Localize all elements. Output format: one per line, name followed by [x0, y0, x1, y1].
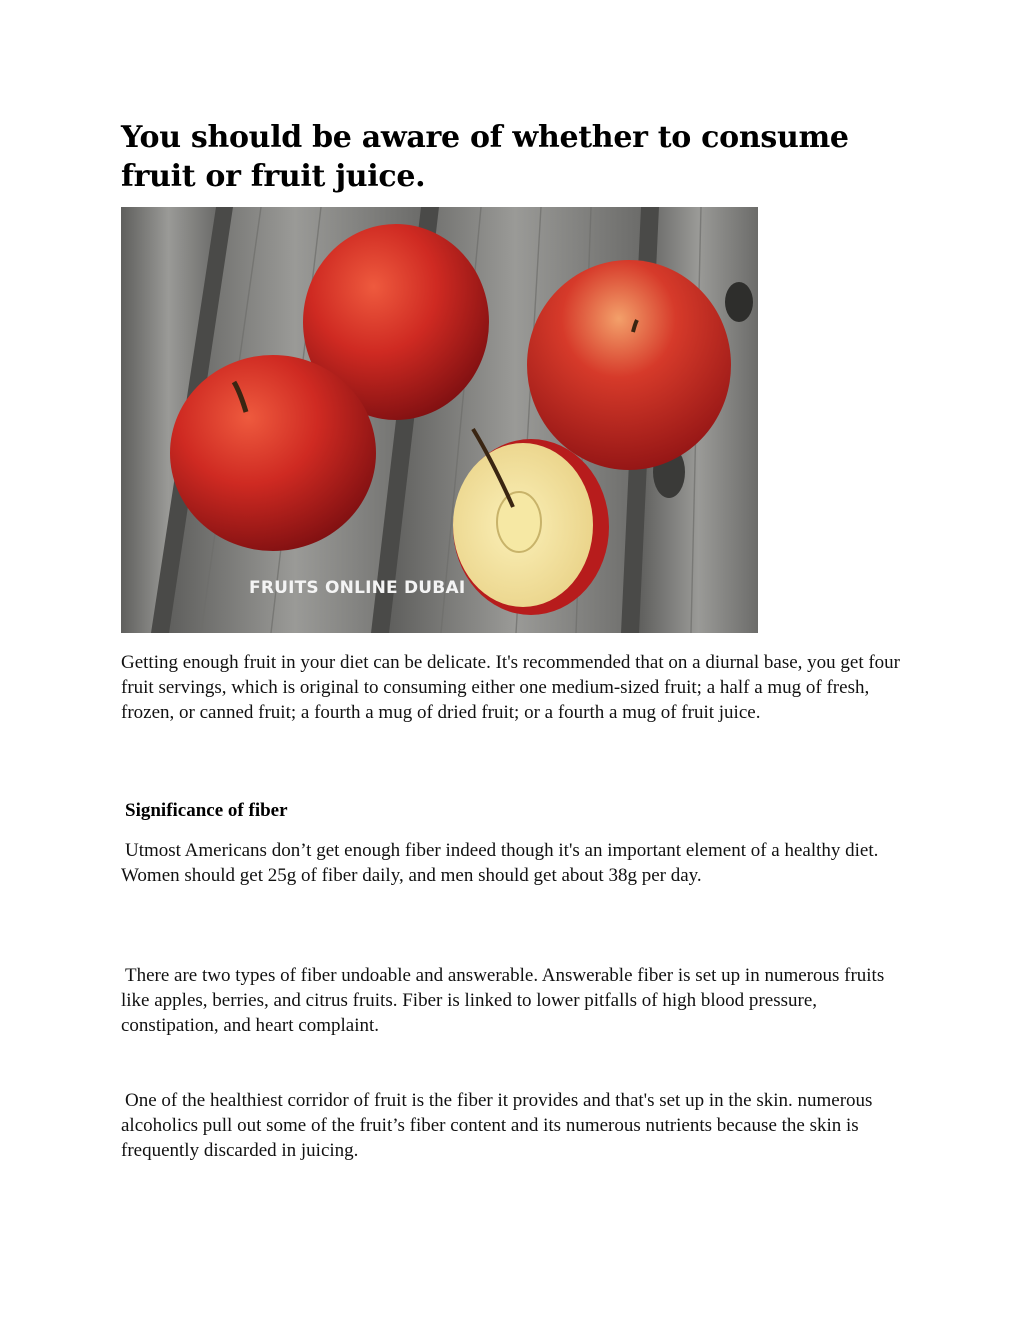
- paragraph-fruit-skin: One of the healthiest corridor of fruit is the fiber it provides and that's set up in the skin. numerous alcoholics pull out some of the fruit’s fiber content and its numerous nutrients because the skin is frequently discarded in juicing.: [121, 1090, 873, 1161]
- article-title: You should be aware of whether to consume fruit or fruit juice.: [121, 120, 849, 194]
- paragraph-fiber-types: There are two types of fiber undoable and answerable. Answerable fiber is set up in numerous fruits like apples, berries, and citrus fruits. Fiber is linked to lower pitfalls of high blood pressure, constipation, and heart complaint.: [121, 965, 885, 1036]
- apples-photo: [121, 207, 758, 633]
- intro-paragraph: Getting enough fruit in your diet can be delicate. It's recommended that on a diurnal base, you get four fruit servings, which is original to consuming either one medium-sized fruit; a half a mug of fresh, frozen, or canned fruit; a fourth a mug of dried fruit; or a fourth a mug of fruit juice.: [121, 652, 901, 723]
- section-heading: Significance of fiber: [125, 800, 288, 821]
- paragraph-fiber-intake: Utmost Americans don’t get enough fiber indeed though it's an important element of a healthy diet. Women should get 25g of fiber daily, and men should get about 38g per day.: [121, 840, 879, 886]
- image-watermark: FRUITS ONLINE DUBAI: [249, 578, 466, 598]
